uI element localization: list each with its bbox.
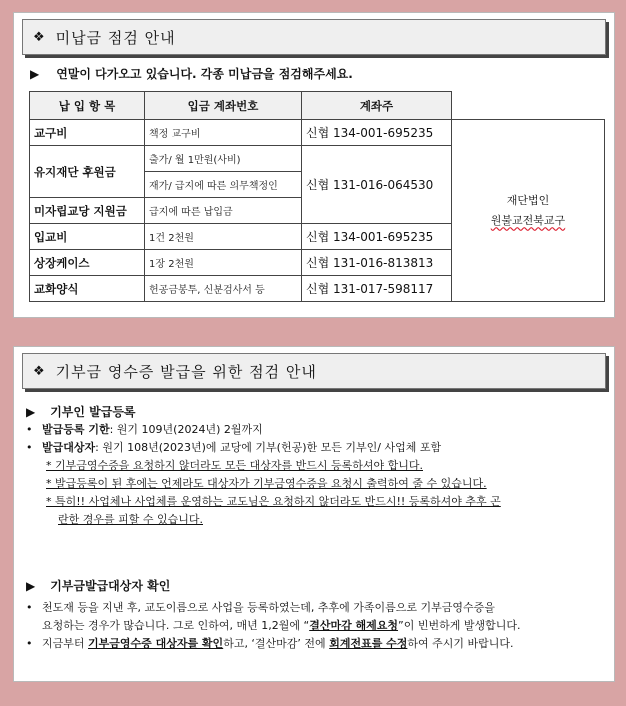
note-3b: 란한 경우를 피할 수 있습니다. xyxy=(58,513,203,526)
b1-post: ”이 빈번하게 발생합니다. xyxy=(398,619,521,632)
row-desc: 헌공금봉투, 신분검사서 등 xyxy=(145,276,302,302)
b2-mid: 하고, ‘결산마감’ 전에 xyxy=(223,637,330,650)
bullet-icon: • xyxy=(26,637,33,650)
triangle-icon: ▶ xyxy=(26,405,36,419)
unpaid-lead-text: 연말이 다가오고 있습니다. 각종 미납금을 점검해주세요. xyxy=(56,67,353,81)
target-label: 발급대상자 xyxy=(42,441,96,454)
b2-bold1: 기부금영수증 대상자를 확인 xyxy=(88,637,224,650)
triangle-icon: ▶ xyxy=(30,67,40,81)
b1-pre: 요청하는 경우가 많습니다. 그로 인하여, 매년 1,2월에 “ xyxy=(42,619,310,632)
b2-pre: 지금부터 xyxy=(42,637,89,650)
row-desc: 책정 교구비 xyxy=(145,120,302,146)
diamond-icon: ❖ xyxy=(33,29,46,45)
owner-line2: 원불교전북교구 xyxy=(490,213,566,227)
bullet-icon: • xyxy=(26,423,33,436)
bullet-icon: • xyxy=(26,441,33,454)
section-heading xyxy=(26,577,602,595)
row-desc: 출가/ 월 1만원(사비) xyxy=(145,146,302,172)
note-1: * 기부금영수증을 요청하지 않더라도 모든 대상자를 반드시 등록하셔야 합니다. xyxy=(46,459,423,472)
section-title: 기부금발급대상자 확인 xyxy=(50,579,171,593)
diamond-icon: ❖ xyxy=(33,363,46,379)
list-item xyxy=(26,635,602,653)
row-desc: 1건 2천원 xyxy=(145,224,302,250)
row-desc: 1장 2천원 xyxy=(145,250,302,276)
deadline-label: 발급등록 기한 xyxy=(42,423,110,436)
section-heading xyxy=(26,403,602,421)
b2-bold2: 회계전표를 수정 xyxy=(329,637,408,650)
header-item: 납 입 항 목 xyxy=(30,92,145,120)
owner-line1: 재단법인 xyxy=(506,193,550,207)
triangle-icon: ▶ xyxy=(26,579,36,593)
bullet-icon: • xyxy=(26,601,33,614)
row-desc: 재가/ 급지에 따른 의무책정인 xyxy=(145,172,302,198)
donor-registration-section xyxy=(26,403,602,529)
row-account: 신협 131-016-813813 xyxy=(302,250,452,276)
unpaid-title: 미납금 점검 안내 xyxy=(55,28,176,47)
b1-line1: 천도재 등을 지낸 후, 교도이름으로 사업을 등록하였는데, 추후에 가족이름으로 기부금영수증을 xyxy=(42,601,495,614)
row-account: 신협 131-017-598117 xyxy=(302,276,452,302)
list-item xyxy=(26,421,602,439)
unpaid-notice-panel xyxy=(13,12,615,318)
target-text: : 원기 108년(2023년)에 교당에 기부(헌공)한 모든 기부인/ 사업체 포함 xyxy=(95,441,442,454)
unpaid-lead xyxy=(30,65,353,82)
note-3a: * 특히!! 사업체나 사업체를 운영하는 교도님은 요청하지 않더라도 반드시!! 등록하셔야 추후 곤 xyxy=(46,495,501,508)
payment-table xyxy=(29,91,605,302)
row-account: 신협 131-016-064530 xyxy=(302,146,452,224)
header-owner: 계좌주 xyxy=(302,92,452,120)
row-account: 신협 134-001-695235 xyxy=(302,120,452,146)
row-item: 교구비 xyxy=(30,120,145,146)
note-2: * 발급등록이 된 후에는 언제라도 대상자가 기부금영수증을 요청시 출력하여 줄 수 있습니다. xyxy=(46,477,487,490)
row-item: 교화양식 xyxy=(30,276,145,302)
list-item-continued xyxy=(26,617,602,635)
row-item: 미자립교당 지원금 xyxy=(30,198,145,224)
unpaid-title-bar xyxy=(22,19,606,55)
row-account: 신협 134-001-695235 xyxy=(302,224,452,250)
b2-post: 하여 주시기 바랍니다. xyxy=(407,637,514,650)
table-header-row xyxy=(30,92,605,120)
row-item: 상장케이스 xyxy=(30,250,145,276)
table-row xyxy=(30,120,605,146)
list-item xyxy=(26,599,602,617)
header-account-no: 입금 계좌번호 xyxy=(145,92,302,120)
b1-bold: 결산마감 해제요청 xyxy=(309,619,399,632)
row-item: 유지재단 후원금 xyxy=(30,146,145,198)
list-item xyxy=(26,439,602,457)
receipt-title-bar xyxy=(22,353,606,389)
receipt-title: 기부금 영수증 발급을 위한 점검 안내 xyxy=(55,362,317,381)
donor-check-section xyxy=(26,577,602,653)
section-title: 기부인 발급등록 xyxy=(50,405,136,419)
row-desc: 급지에 따른 납입금 xyxy=(145,198,302,224)
account-owner xyxy=(452,120,605,302)
receipt-notice-panel xyxy=(13,346,615,682)
row-item: 입교비 xyxy=(30,224,145,250)
deadline-text: : 원기 109년(2024년) 2월까지 xyxy=(109,423,263,436)
